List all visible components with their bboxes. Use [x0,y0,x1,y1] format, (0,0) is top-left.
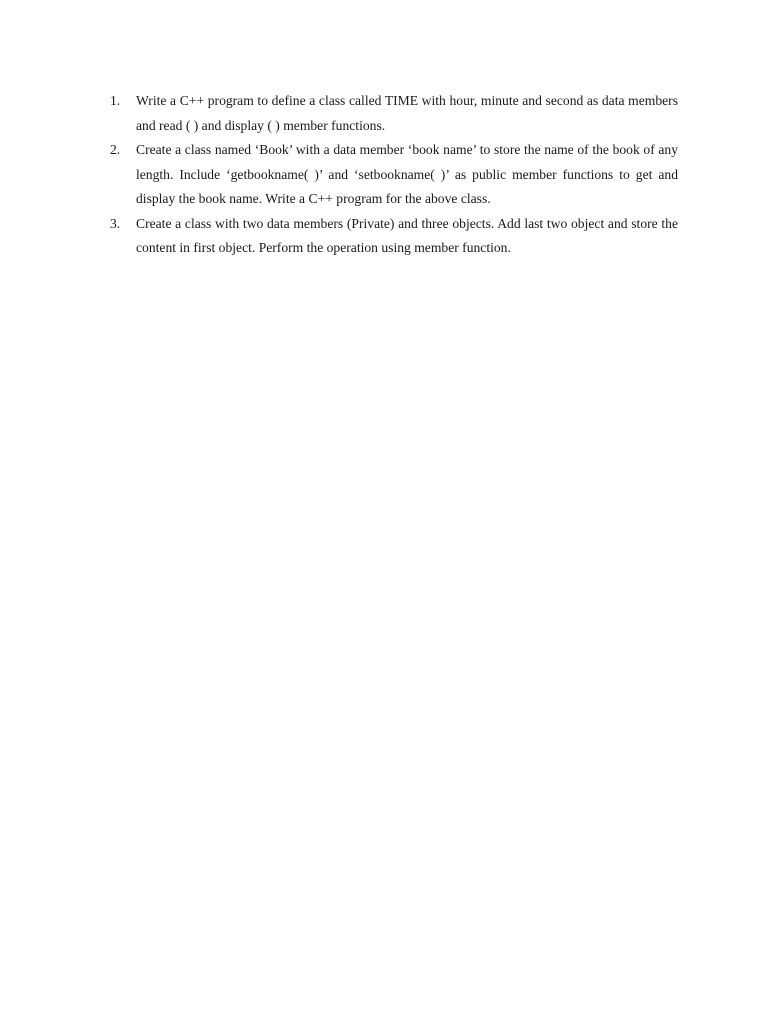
question-number: 2. [110,142,121,157]
question-text: Write a C++ program to define a class called TIME with hour, minute and second as data members and read ( ) and display ( ) member functions. [136,93,678,133]
question-list [110,89,678,261]
question-text: Create a class with two data members (Private) and three objects. Add last two object and store the content in first object. Perform the operation using member function. [136,215,678,255]
question-text: Create a class named ‘Book’ with a data member ‘book name’ to store the name of the book of any length. Include ‘getbookname( )’ and ‘setbookname( )’ as public member functions to get and display the book name. Write a C++ program for the above class. [136,142,678,206]
question-number: 3. [110,215,121,231]
question-number: 1. [110,93,121,108]
question-item-2 [110,138,678,212]
question-item-3 [110,212,678,261]
question-item-1 [110,89,678,138]
